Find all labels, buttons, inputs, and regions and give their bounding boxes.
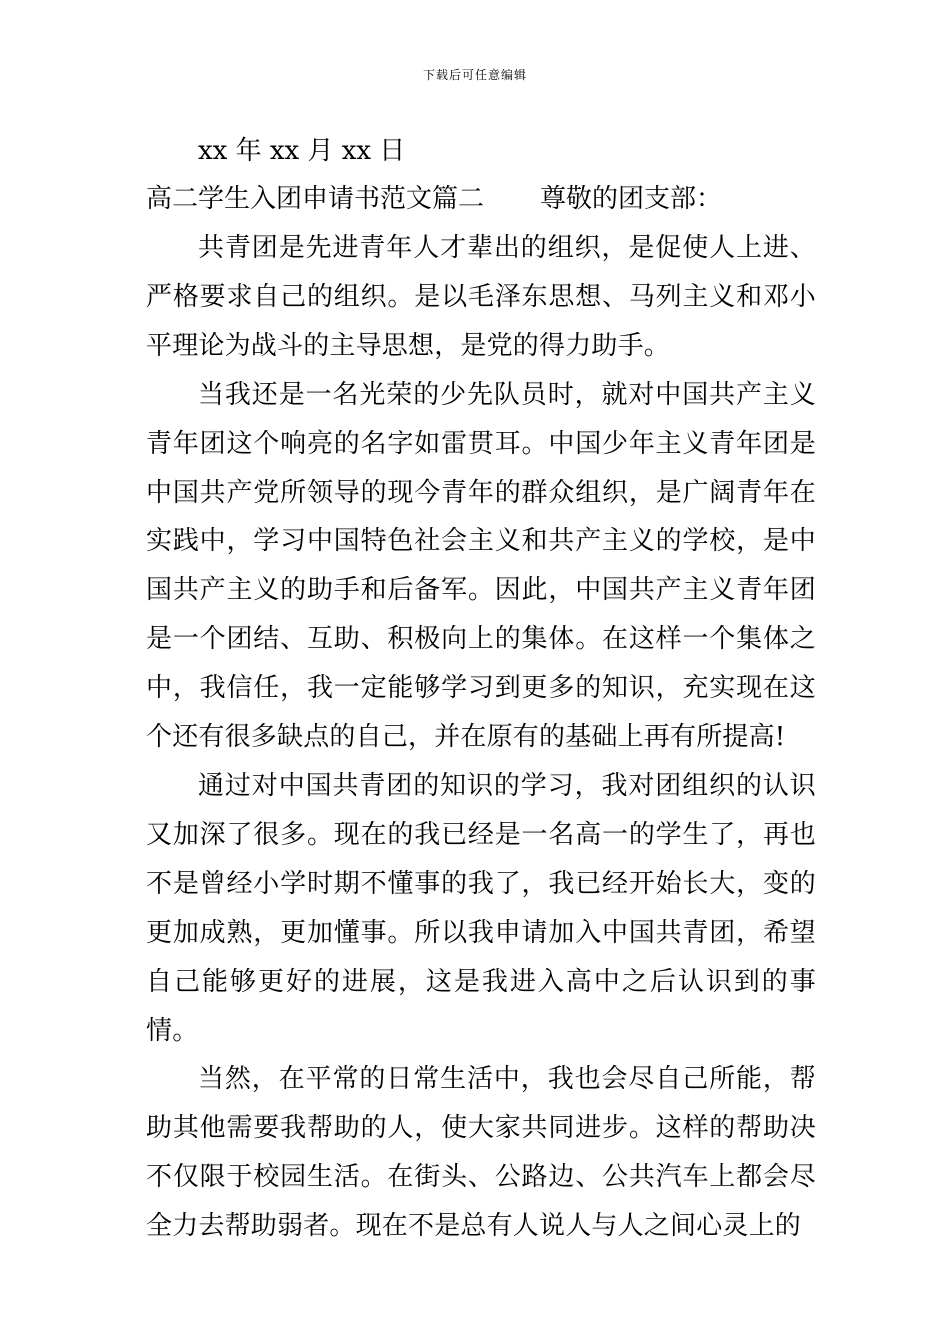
- page-header-note: 下载后可任意编辑: [422, 68, 527, 82]
- paragraph-3: 通过对中国共青团的知识的学习，我对团组织的认识又加深了很多。现在的我已经是一名高一的学生了，再也不是曾经小学时期不懂事的我了，我已经开始长大，变的更加成熟，更加懂事。所以我申请加入中国共青团，希望自己能够更好的进展，这是我进入高中之后认识到的事情。: [146, 770, 816, 1046]
- salutation: 尊敬的团支部：: [540, 184, 723, 214]
- paragraph-4: 当然，在平常的日常生活中，我也会尽自己所能，帮助其他需要我帮助的人，使大家共同进步。这样的帮助决不仅限于校园生活。在街头、公路边、公共汽车上都会尽全力去帮助弱者。现在不是总有人说人与人之间心灵上的: [146, 1064, 816, 1242]
- paragraph-1: 共青团是先进青年人才辈出的组织，是促使人上进、严格要求自己的组织。是以毛泽东思想、马列主义和邓小平理论为战斗的主导思想，是党的得力助手。: [146, 233, 816, 361]
- document-title: 高二学生入团申请书范文篇二: [146, 184, 485, 214]
- document-body: [146, 128, 816, 1251]
- paragraph-2: 当我还是一名光荣的少先队员时，就对中国共产主义青年团这个响亮的名字如雷贯耳。中国少年主义青年团是中国共产党所领导的现今青年的群众组织，是广阔青年在实践中，学习中国特色社会主义和共产主义的学校，是中国共产主义的助手和后备军。因此，中国共产主义青年团是一个团结、互助、积极向上的集体。在这样一个集体之中，我信任，我一定能够学习到更多的知识，充实现在这个还有很多缺点的自己，并在原有的基础上再有所提高!: [146, 379, 816, 753]
- title-line: [146, 174, 816, 224]
- date-line: xx 年 xx 月 xx 日: [198, 136, 406, 166]
